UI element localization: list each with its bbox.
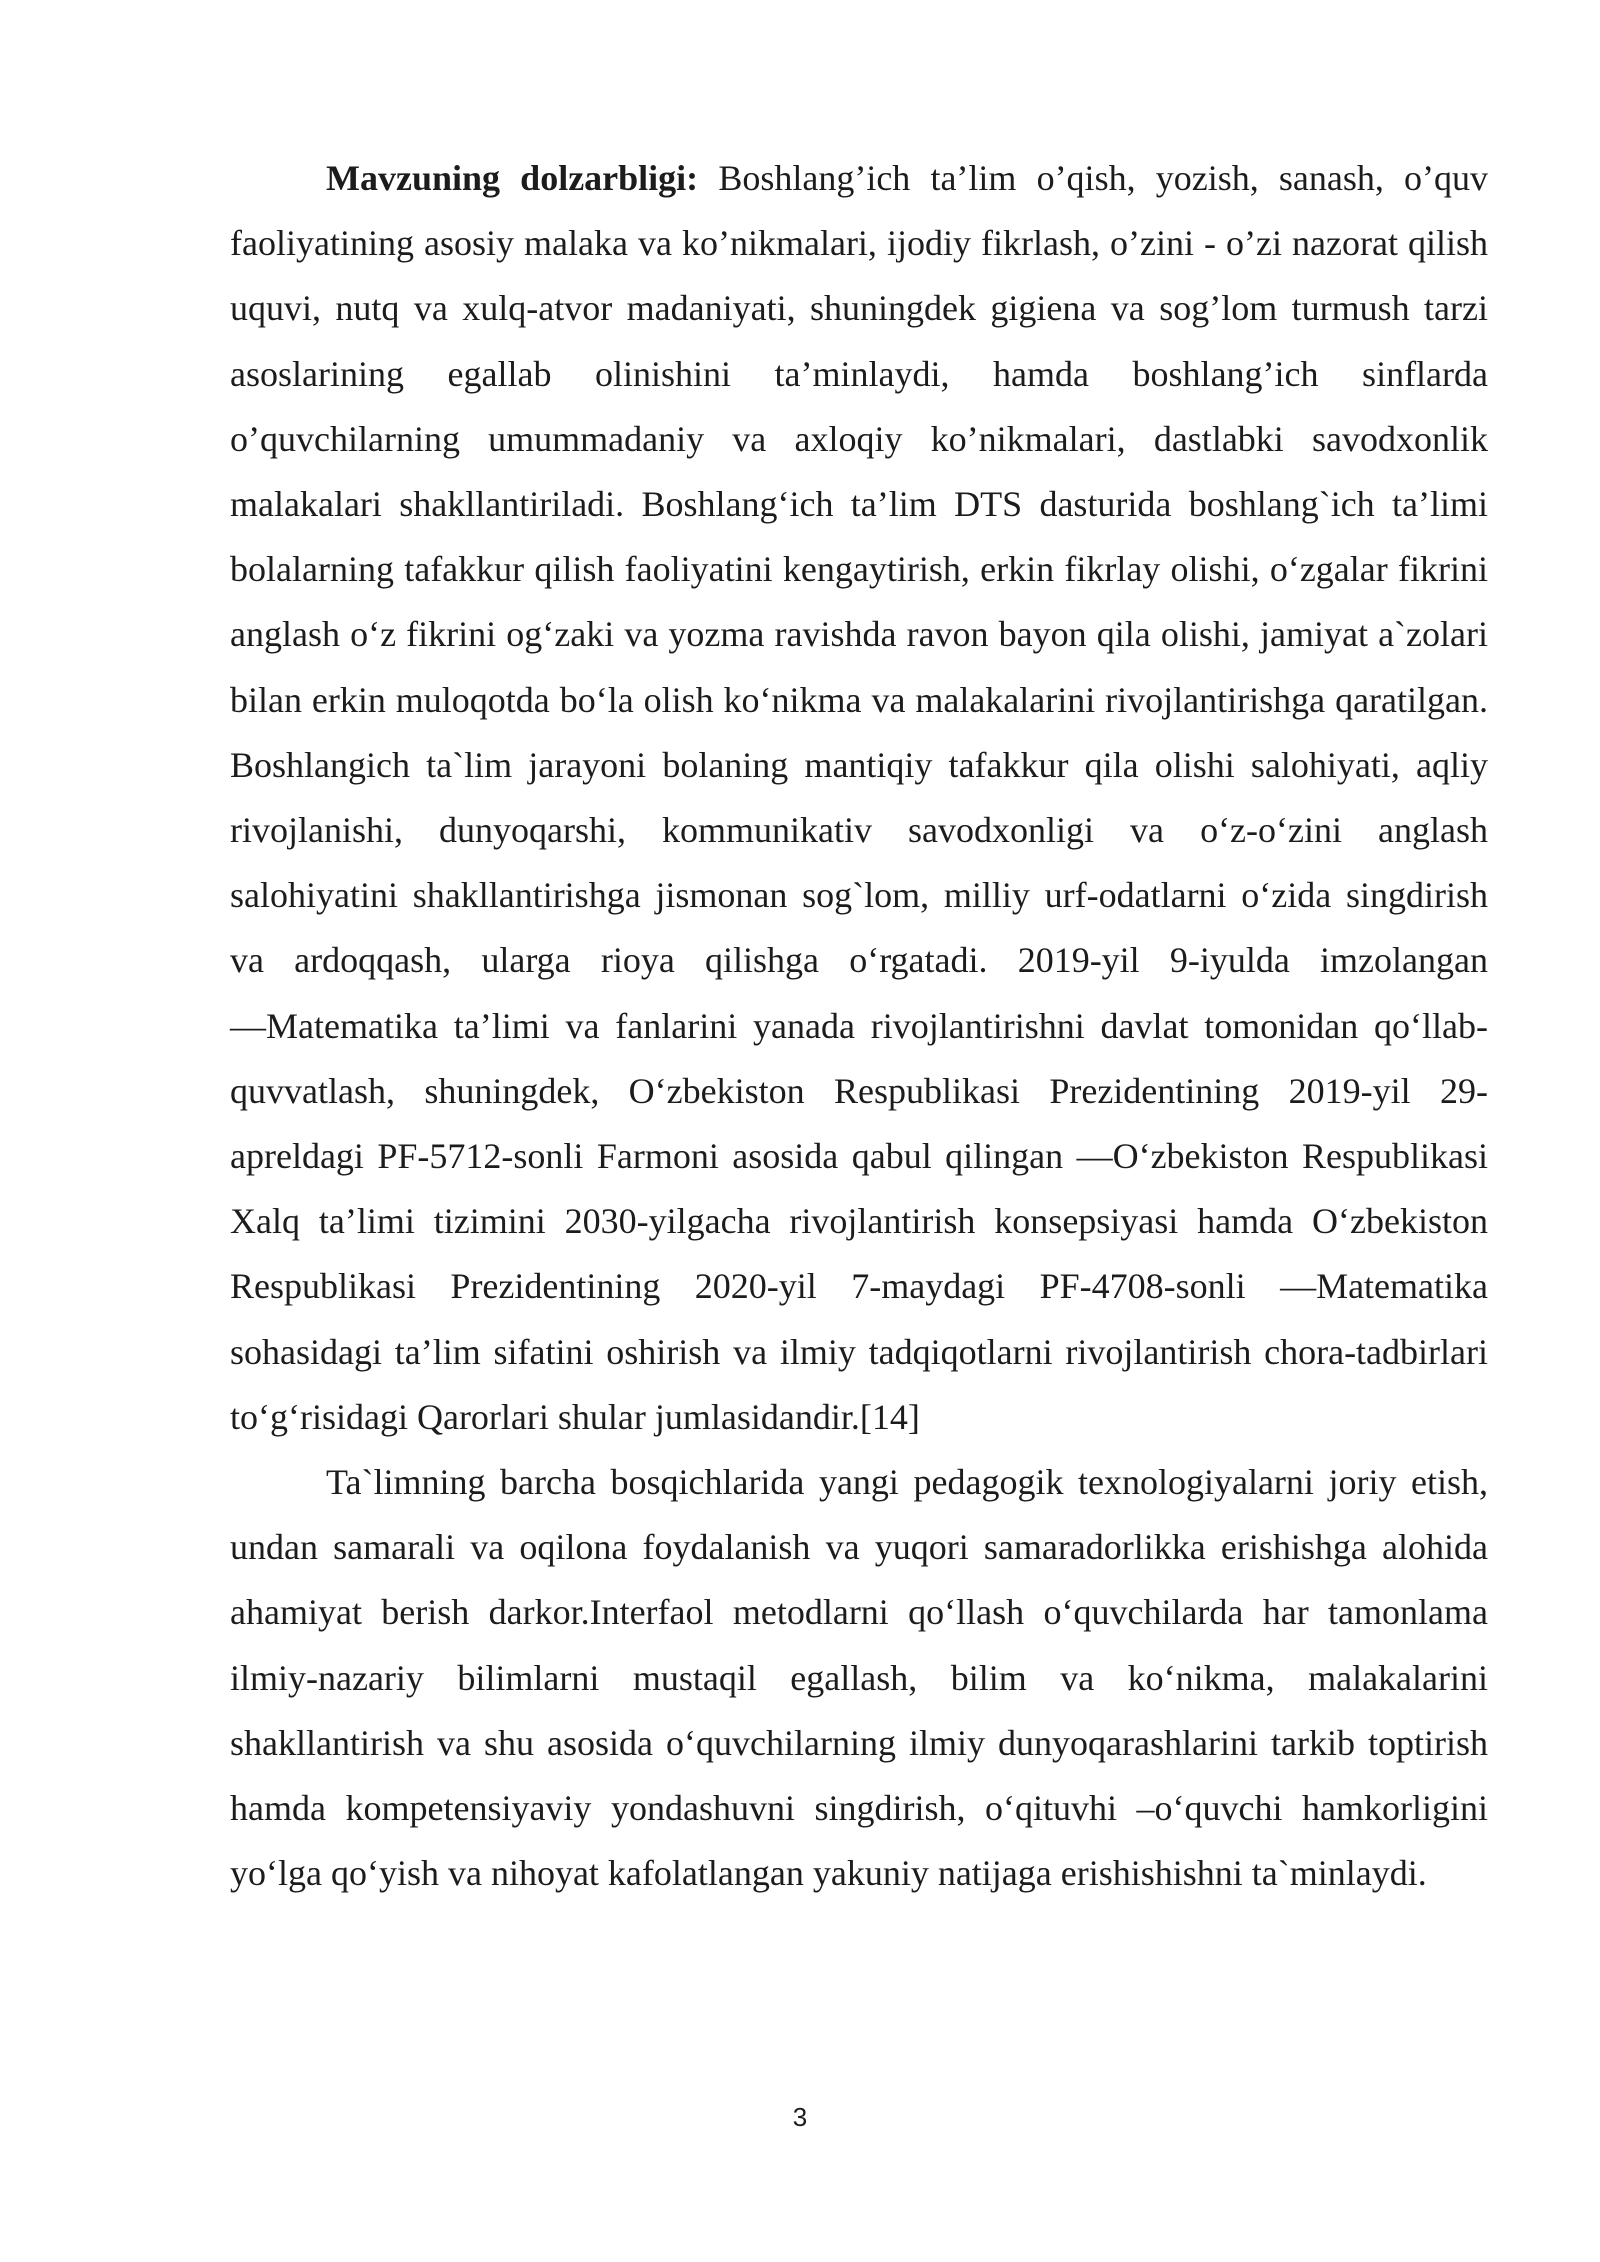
page-number: 3 xyxy=(792,2102,808,2132)
paragraph-relevance xyxy=(230,146,1488,1450)
paragraph-text: Boshlang’ich ta’lim o’qish, yozish, sanash, o’quv faoliyatining asosiy malaka va ko’nikmalari, ijodiy fikrlash, o’zini - o’zi nazorat qilish uquvi, nutq va xulq-atvor madaniyati, shuningdek gigiena va sog’lom turmush tarzi asoslarining egallab olinishini ta’minlaydi, hamda boshlang’ich sinflarda o’quvchilarning umummadaniy va axloqiy ko’nikmalari, dastlabki savodxonlik malakalari shakllantiriladi. Boshlang‘ich ta’lim DTS dasturida boshlang`ich ta’limi bolalarning tafakkur qilish faoliyatini kengaytirish, erkin fikrlay olishi, o‘zgalar fikrini anglash o‘z fikrini og‘zaki va yozma ravishda ravon bayon qila olishi, jamiyat a`zolari bilan erkin muloqotda bo‘la olish ko‘nikma va malakalarini rivojlantirishga qaratilgan. Boshlangich ta`lim jarayoni bolaning mantiqiy tafakkur qila olishi salohiyati, aqliy rivojlanishi, dunyoqarshi, kommunikativ savodxonligi va o‘z-o‘zini anglash salohiyatini shakllantirishga jismonan sog`lom, milliy urf-odatlarni o‘zida singdirish va ardoqqash, ularga rioya qilishga o‘rgatadi. 2019-yil 9-iyulda imzolangan ―Matematika ta’limi va fanlarini yanada rivojlantirishni davlat tomonidan qo‘llab-quvvatlash, shuningdek, O‘zbekiston Respublikasi Prezidentining 2019-yil 29-apreldagi PF-5712-sonli Farmoni asosida qabul qilingan ―O‘zbekiston Respublikasi Xalq ta’limi tizimini 2030-yilgacha rivojlantirish konsepsiyasi hamda O‘zbekiston Respublikasi Prezidentining 2020-yil 7-maydagi PF-4708-sonli ―Matematika sohasidagi ta’lim sifatini oshirish va ilmiy tadqiqotlarni rivojlantirish chora-tadbirlari to‘g‘risidagi Qarorlari shular jumlasidandir.[14] xyxy=(230,158,1488,1437)
paragraph-technologies: Ta`limning barcha bosqichlarida yangi pedagogik texnologiyalarni joriy etish, undan samarali va oqilona foydalanish va yuqori samaradorlikka erishishga alohida ahamiyat berish darkor.Interfaol metodlarni qo‘llash o‘quvchilarda har tamonlama ilmiy-nazariy bilimlarni mustaqil egallash, bilim va ko‘nikma, malakalarini shakllantirish va shu asosida o‘quvchilarning ilmiy dunyoqarashlarini tarkib toptirish hamda kompetensiyaviy yondashuvni singdirish, o‘qituvhi –o‘quvchi hamkorligini yo‘lga qo‘yish va nihoyat kafolatlangan yakuniy natijaga erishishishni ta`minlaydi. xyxy=(230,1462,1488,1894)
paragraph-heading: Mavzuning dolzarbligi: xyxy=(326,158,699,198)
page-body xyxy=(230,146,1488,1906)
